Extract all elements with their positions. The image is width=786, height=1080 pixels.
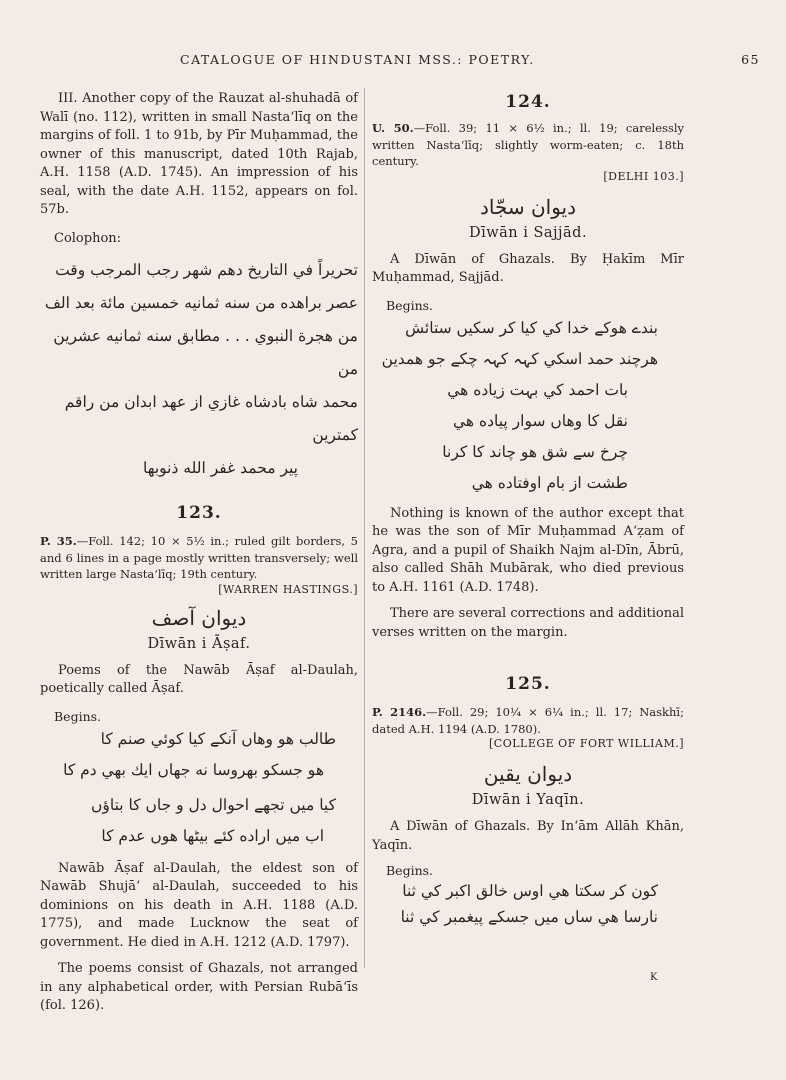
urdu-title: ديوان آصف xyxy=(151,605,247,630)
right-column xyxy=(372,90,684,930)
entry-124-summary: A Dīwān of Ghazals. By Ḥakīm Mīr Muḥammad, Sajjād. xyxy=(372,251,684,285)
entry-125-summary: A Dīwān of Ghazals. By In‘ām Allāh Khān, Yaqīn. xyxy=(372,819,684,853)
verse-line: هو جسكو بهروسا نه جهاں ايك بهي دم كا xyxy=(63,760,324,779)
entry-number-124: 124. xyxy=(505,92,551,112)
entry-122-copy-note: III. Another copy of the Rauzat al-shuhadā of Walī (no. 112), written in small Nasta‘līq on the margins of foll. 1 to 91b, by Pīr Muḥammad, the owner of this manuscript, dated 10th Rajab, A.H. 1158 (A.D. 1745). An impression of his seal, with the date A.H. 1152, appears on fol. 57b. xyxy=(40,91,358,217)
transliterated-title: Dīwān i Yaqīn. xyxy=(471,792,585,808)
verse-line: چرخ سے شق هو چاند كا كرنا xyxy=(442,442,628,461)
urdu-title: ديوان يقين xyxy=(483,762,573,786)
left-column xyxy=(40,90,358,1016)
entry-123-summary: Poems of the Nawāb Āṣaf al-Daulah, poetically called Āṣaf. xyxy=(40,662,358,696)
entry-123-description xyxy=(40,533,358,583)
entry-number-123: 123. xyxy=(176,503,222,523)
shelfmark: P. 35. xyxy=(40,534,77,548)
physical-description: —Foll. 29; 10¼ × 6¼ in.; ll. 17; Naskhī; dated A.H. 1194 (A.D. 1780). xyxy=(372,705,684,736)
verse-line: بندے هوكے خدا كي كيا كر سكيں ستائش xyxy=(405,318,658,337)
page-number: 65 xyxy=(741,52,760,67)
transliterated-title: Dīwān i Āṣaf. xyxy=(147,635,251,652)
physical-description: —Foll. 142; 10 × 5½ in.; ruled gilt borders, 5 and 6 lines in a page mostly written transversely; well written large Nasta‘līq; 19th century. xyxy=(40,534,359,581)
entry-124-margin-note: There are several corrections and additional verses written on the margin. xyxy=(372,606,684,640)
verse-line: طشت از بام اوفتاده هي xyxy=(471,473,628,492)
begins-label: Begins. xyxy=(386,863,434,878)
running-title: CATALOGUE OF HINDUSTANI MSS.: POETRY. xyxy=(180,52,535,67)
verse-line: طالب هو وهاں آنكے كيا كوئي صنم كا xyxy=(100,729,336,748)
colophon-line: عصر براهده من سنه ثمانيه خمسين مائة بعد الف xyxy=(44,294,358,312)
colophon-line: پير محمد غفر الله ذنوبها xyxy=(142,459,298,477)
provenance: [WARREN HASTINGS.] xyxy=(218,582,358,596)
verse-line: كيا ميں تجهے احوال دل و جاں كا بتاؤں xyxy=(90,795,336,814)
colophon-line: تحريراً في التاريخ دهم شهر رجب المرجب وقت xyxy=(55,261,358,279)
colophon-text xyxy=(40,254,358,485)
provenance: [DELHI 103.] xyxy=(603,169,684,183)
verse-line: كون كر سكتا هي اوس خالق اكبر كي ثنا xyxy=(402,882,658,900)
signature-mark: K xyxy=(650,972,658,983)
physical-description: —Foll. 39; 11 × 6½ in.; ll. 19; carelessly written Nasta‘līq; slightly worm-eaten; c. 18th century. xyxy=(372,121,684,168)
begins-label: Begins. xyxy=(54,708,102,724)
verse-line: نارسا هي ساں ميں جسكے پيغمبر كي ثنا xyxy=(400,908,658,926)
incipit-verses xyxy=(372,878,684,930)
entry-123-biography: Nawāb Āṣaf al-Daulah, the eldest son of Nawāb Shujā‘ al-Daulah, succeeded to his dominions on his death in A.H. 1188 (A.D. 1775), and made Lucknow the seat of government. He died in A.H. 1212 (A.D. 1797). xyxy=(40,860,358,950)
urdu-title: ديوان سجّاد xyxy=(479,194,577,219)
transliterated-title: Dīwān i Sajjād. xyxy=(468,224,588,241)
colophon-line: محمد شاه بادشاه غازي از عهد ابدان من راقم كمترين xyxy=(64,393,358,444)
entry-124-biography: Nothing is known of the author except that he was the son of Mīr Muḥammad A‘ẓam of Agra, and a pupil of Shaikh Najm al-Dīn, Ābrū, also called Shāh Mubārak, who died previous to A.H. 1161 (A.D. 1748). xyxy=(372,505,684,595)
entry-number-125: 125. xyxy=(505,674,551,694)
provenance: [COLLEGE OF FORT WILLIAM.] xyxy=(489,737,684,750)
entry-124-description xyxy=(372,120,684,170)
verse-line: نقل كا وهاں سوار پياده هي xyxy=(452,411,628,430)
verse-line: هرچند حمد اسكي كہہ كہہ چكے جو همدين xyxy=(381,349,658,368)
incipit-verses xyxy=(372,313,684,499)
entry-125-description xyxy=(372,704,684,737)
begins-label: Begins. xyxy=(386,297,434,313)
colophon-label: Colophon: xyxy=(54,230,122,246)
verse-line: اب ميں اراده كئے بيٹها هوں عدم كا xyxy=(101,826,324,845)
column-divider xyxy=(364,88,365,968)
incipit-verses xyxy=(40,724,358,852)
shelfmark: U. 50. xyxy=(372,121,414,135)
colophon-line: من هجرة النبوي . . . مطابق سنه ثمانيه عشرين من xyxy=(53,327,358,378)
entry-123-contents-note: The poems consist of Ghazals, not arranged in any alphabetical order, with Persian Rubā‘īs (fol. 126). xyxy=(40,961,358,1013)
verse-line: بات احمد كي بہت زياده هي xyxy=(447,380,628,399)
shelfmark: P. 2146. xyxy=(372,705,427,719)
running-head xyxy=(40,52,760,70)
